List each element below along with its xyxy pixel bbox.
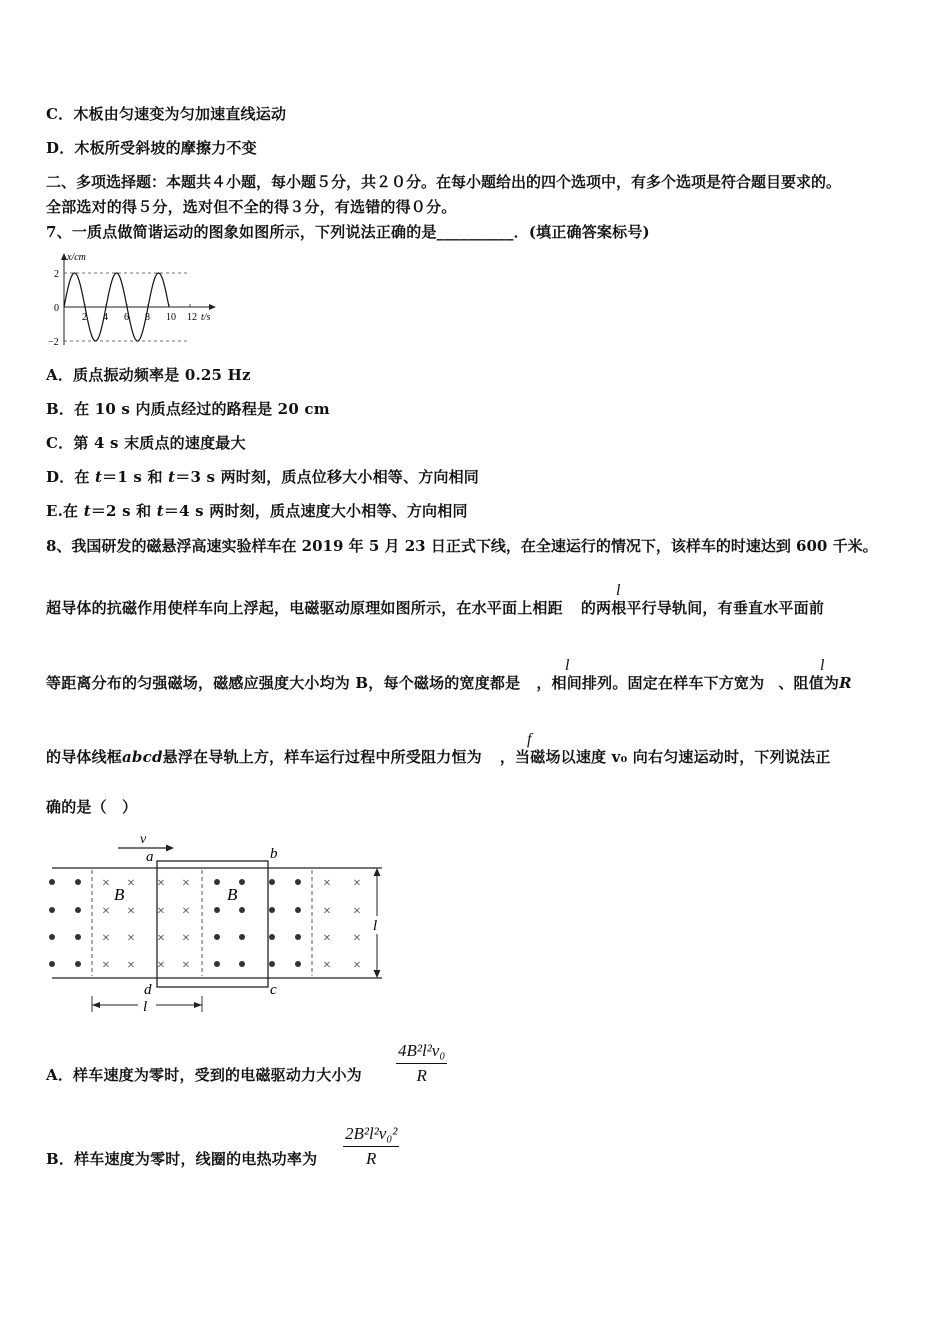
field-dot [49, 907, 55, 913]
q8-stem-line1: 8、我国研发的磁悬浮高速实验样车在 2019 年 5 月 23 日正式下线，在全速运行的情况下，该样车的时速达到 600 千米。 [46, 537, 878, 555]
field-dot [214, 961, 220, 967]
q8-stem-line5: 确的是（ ） [46, 798, 138, 816]
field-cross: × [353, 931, 361, 946]
field-dot [269, 934, 275, 940]
field-cross: × [323, 931, 331, 946]
field-cross: × [353, 904, 361, 919]
option-c-prev: C．木板由匀速变为匀加速直线运动 [46, 105, 287, 123]
formula-a-numerator: 4B²l²v₀ [396, 1041, 447, 1064]
field-cross: × [157, 931, 165, 946]
field-dot [49, 961, 55, 967]
field-cross: × [323, 904, 331, 919]
field-cross: × [182, 958, 190, 973]
field-dot [75, 879, 81, 885]
label-B-2: B [227, 885, 238, 904]
field-dot [295, 879, 301, 885]
q7-option-b: B．在 10 s 内质点经过的路程是 20 cm [46, 400, 330, 418]
formula-b [343, 1124, 399, 1169]
option-d-prev: D．木板所受斜坡的摩擦力不变 [46, 139, 257, 157]
field-cross: × [127, 904, 135, 919]
rail-gap-arrowhead-top [374, 868, 381, 876]
formula-a-denominator: R [416, 1066, 427, 1085]
field-dot [75, 961, 81, 967]
field-dot [239, 907, 245, 913]
x-tick-2: 2 [82, 312, 87, 323]
label-l-bottom: l [143, 999, 148, 1015]
label-c: c [270, 982, 277, 998]
section-heading-line2: 全部选对的得５分，选对但不全的得３分，有选错的得０分。 [46, 198, 457, 216]
x-axis-arrow [209, 304, 216, 310]
q8-option-b: B．样车速度为零时，线圈的电热功率为 [46, 1150, 318, 1168]
field-dot [239, 879, 245, 885]
x-tick-4: 4 [103, 312, 108, 323]
symbol-f: f [527, 731, 532, 748]
field-cross: × [323, 958, 331, 973]
field-cross: × [127, 958, 135, 973]
q7-option-c: C．第 4 s 末质点的速度最大 [46, 434, 246, 452]
label-l-right: l [373, 918, 378, 934]
y-axis-label: x/cm [67, 252, 86, 263]
q8-option-a: A．样车速度为零时，受到的电磁驱动力大小为 [46, 1066, 362, 1084]
field-dot [295, 907, 301, 913]
q7-shm-graph [40, 250, 230, 350]
q8-stem-line3: 等距离分布的匀强磁场，磁感应强度大小均为 B，每个磁场的宽度都是 ，相间排列。固定在样车下方宽为 、阻值为R [46, 674, 852, 692]
q8-stem-line4: 的导体线框abcd悬浮在导轨上方，样车运行过程中所受阻力恒为 ，当磁场以速度 v₀ 向右匀速运动时，下列说法正 [46, 748, 831, 766]
field-cross: × [102, 904, 110, 919]
symbol-l-2: l [565, 657, 570, 674]
x-tick-8: 8 [145, 312, 150, 323]
q7-option-d: D．在 t＝1 s 和 t＝3 s 两时刻，质点位移大小相等、方向相同 [46, 468, 479, 486]
x-tick-12: 12 [187, 312, 197, 323]
field-dot [49, 879, 55, 885]
field-cross: × [157, 876, 165, 891]
x-tick-6: 6 [124, 312, 129, 323]
field-cross: × [102, 958, 110, 973]
y-tick-0: 0 [54, 303, 59, 314]
field-dot [269, 907, 275, 913]
field-dot [295, 961, 301, 967]
x-axis-label: t/s [201, 312, 211, 323]
field-dot [239, 934, 245, 940]
q7-option-e: E.在 t＝2 s 和 t＝4 s 两时刻，质点速度大小相等、方向相同 [46, 502, 468, 520]
field-cross: × [102, 876, 110, 891]
field-dot [214, 907, 220, 913]
field-cross: × [353, 958, 361, 973]
q7-stem: 7、一质点做简谐运动的图象如图所示，下列说法正确的是__________．(填正确答案标号) [46, 223, 650, 241]
field-cross: × [182, 876, 190, 891]
velocity-arrowhead [166, 845, 174, 852]
field-cross: × [102, 931, 110, 946]
label-v: v [140, 832, 147, 847]
field-cross: × [323, 876, 331, 891]
field-cross: × [157, 904, 165, 919]
label-a: a [146, 849, 154, 865]
coil-frame-abcd [157, 861, 268, 987]
formula-b-denominator: R [365, 1149, 377, 1168]
field-dot [214, 879, 220, 885]
symbol-l-1: l [616, 582, 621, 599]
field-dot [75, 907, 81, 913]
formula-a [396, 1041, 447, 1086]
field-dot [75, 934, 81, 940]
q7-option-a: A．质点振动频率是 0.25 Hz [46, 366, 251, 384]
field-cross: × [182, 931, 190, 946]
field-dot [49, 934, 55, 940]
formula-b-numerator: 2B²l²v₀² [343, 1124, 399, 1147]
field-dot [214, 934, 220, 940]
rail-gap-arrowhead-bottom [374, 970, 381, 978]
field-cross: × [127, 876, 135, 891]
label-b: b [270, 846, 278, 862]
field-dot [239, 961, 245, 967]
q8-stem-line2: 超导体的抗磁作用使样车向上浮起，电磁驱动原理如图所示，在水平面上相距 的两根平行导轨间，有垂直水平面前 [46, 599, 825, 617]
symbol-l-3: l [820, 657, 825, 674]
section-heading-line1: 二、多项选择题：本题共４小题，每小题５分，共２０分。在每小题给出的四个选项中，有多个选项是符合题目要求的。 [46, 173, 842, 191]
field-cross: × [127, 931, 135, 946]
y-tick-neg2: −2 [48, 337, 59, 348]
field-dot [269, 961, 275, 967]
field-dot [269, 879, 275, 885]
y-tick-2: 2 [54, 269, 59, 280]
label-B-1: B [114, 885, 125, 904]
field-cross: × [157, 958, 165, 973]
x-tick-10: 10 [166, 312, 176, 323]
label-d: d [144, 982, 152, 998]
field-cross: × [182, 904, 190, 919]
maglev-diagram [40, 828, 390, 1020]
field-dot [295, 934, 301, 940]
field-cross: × [353, 876, 361, 891]
